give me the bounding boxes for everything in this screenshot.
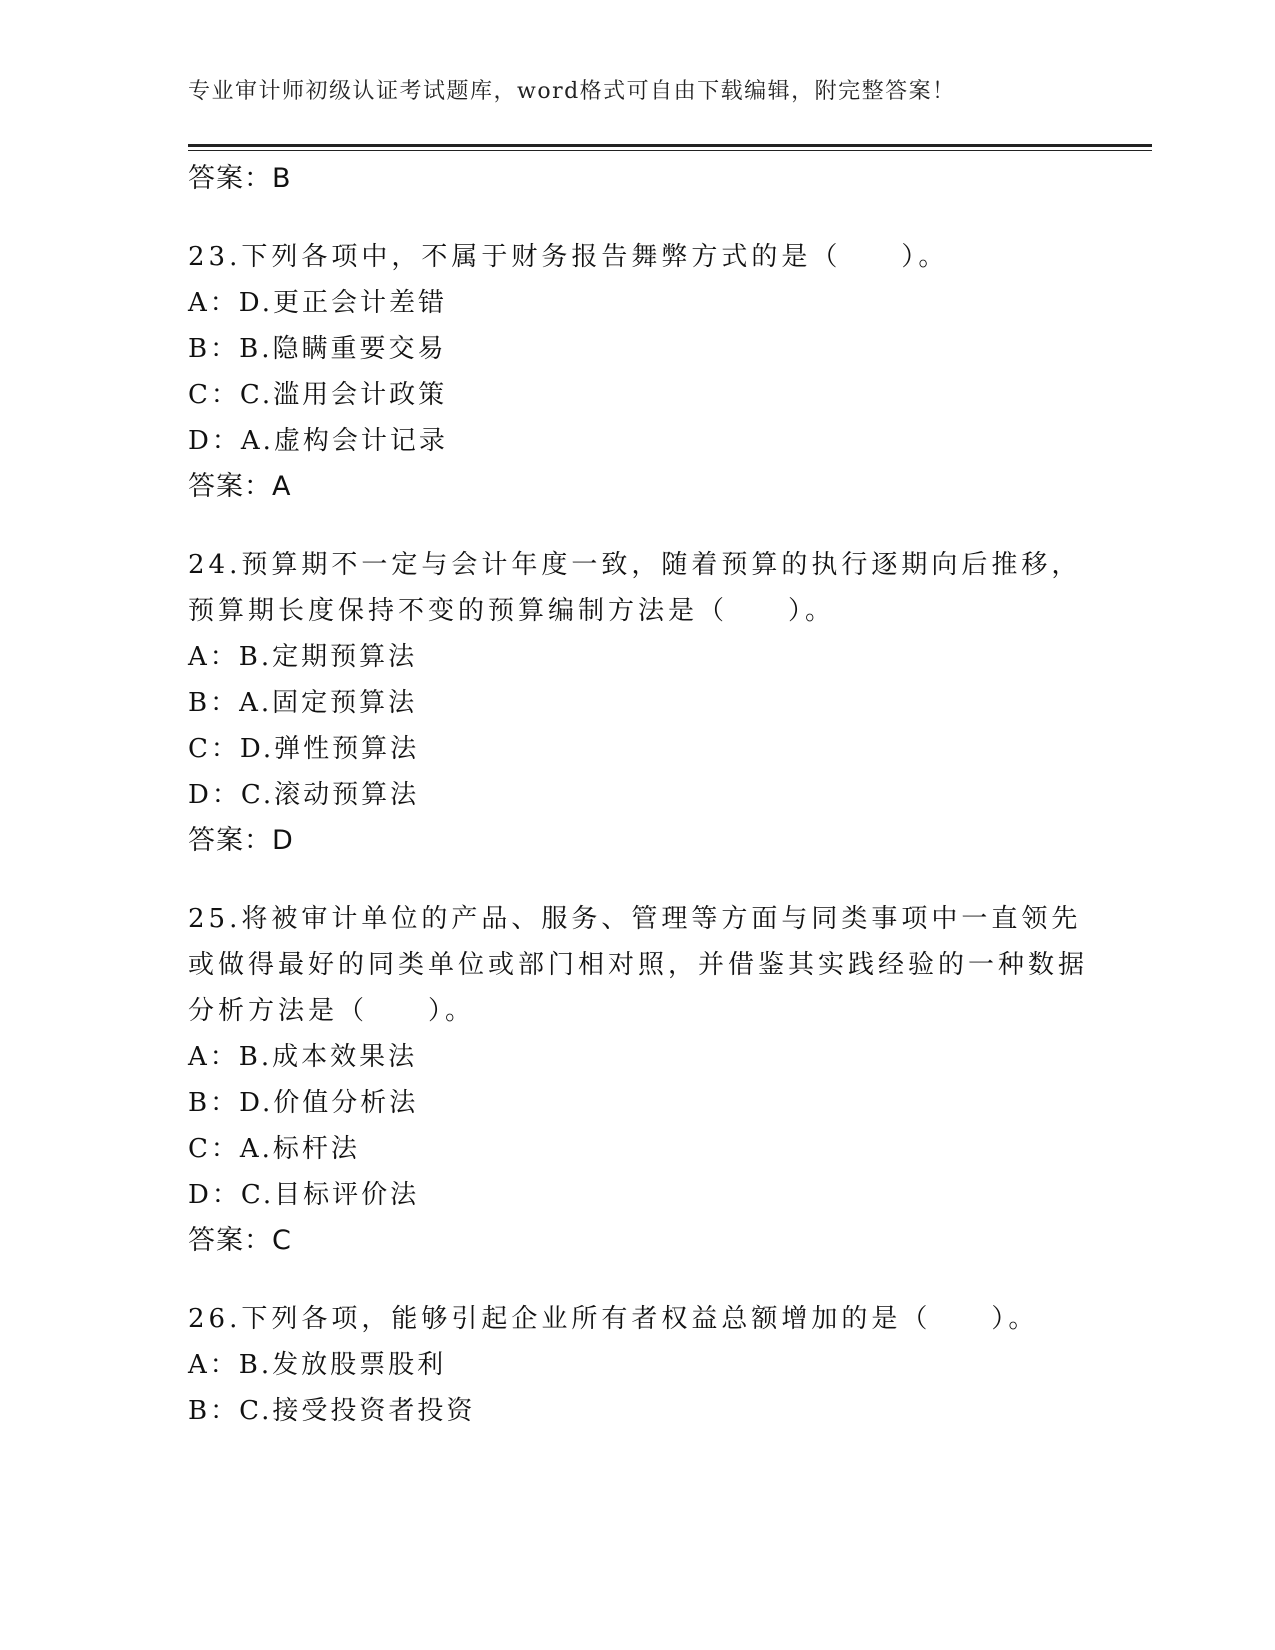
page-header: 专业审计师初级认证考试题库，word格式可自由下载编辑，附完整答案！: [188, 79, 956, 104]
option-a: A：B.发放股票股利: [188, 1350, 447, 1380]
question-text: 23.下列各项中，不属于财务报告舞弊方式的是（ ）。: [188, 242, 949, 272]
answer: 答案：C: [188, 1225, 292, 1256]
question-list: [188, 156, 1088, 1434]
option-c: C：C.滥用会计政策: [188, 380, 448, 410]
option-a: A：B.定期预算法: [188, 642, 418, 672]
question-25: [188, 896, 1088, 1264]
answer-previous: 答案：B: [188, 163, 292, 194]
option-d: D：A.虚构会计记录: [188, 426, 448, 456]
question-26: [188, 1296, 1088, 1434]
question-text: 26.下列各项，能够引起企业所有者权益总额增加的是（ ）。: [188, 1304, 1039, 1334]
option-c: C：A.标杆法: [188, 1134, 360, 1164]
option-a: A：B.成本效果法: [188, 1042, 418, 1072]
question-text: 24.预算期不一定与会计年度一致，随着预算的执行逐期向后推移，预算期长度保持不变的预算编制方法是（ ）。: [188, 550, 1082, 626]
option-b: B：D.价值分析法: [188, 1088, 419, 1118]
option-d: D：C.滚动预算法: [188, 780, 420, 810]
question-23: [188, 234, 1088, 510]
option-a: A：D.更正会计差错: [188, 288, 447, 318]
option-d: D：C.目标评价法: [188, 1180, 420, 1210]
header-rule-thin: [188, 150, 1152, 151]
question-text: 25.将被审计单位的产品、服务、管理等方面与同类事项中一直领先或做得最好的同类单位或部门相对照，并借鉴其实践经验的一种数据分析方法是（ ）。: [188, 904, 1089, 1026]
option-b: B：A.固定预算法: [188, 688, 418, 718]
answer: 答案：A: [188, 471, 292, 502]
option-b: B：B.隐瞒重要交易: [188, 334, 447, 364]
answer: 答案：D: [188, 825, 294, 856]
header-rule-thick: [188, 144, 1152, 147]
option-c: C：D.弹性预算法: [188, 734, 420, 764]
question-24: [188, 542, 1088, 864]
option-b: B：C.接受投资者投资: [188, 1396, 476, 1426]
